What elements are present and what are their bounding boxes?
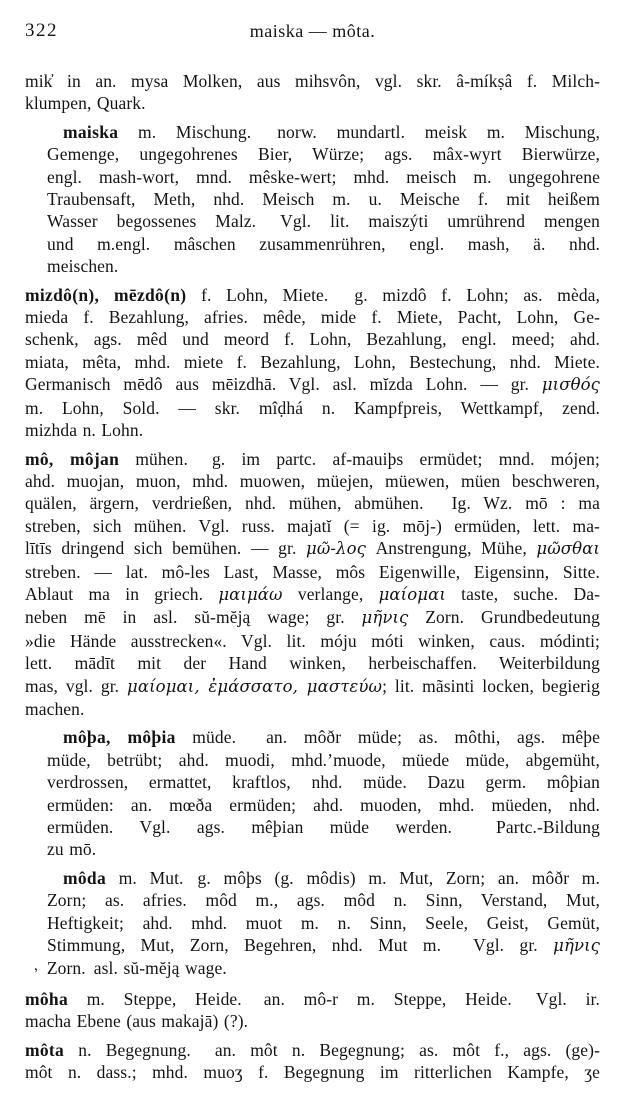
text-segment: an. môðr müde; as. môthi, ags. mêþe xyxy=(266,727,600,748)
text-segment: müde, betrübt; ahd. muodi, mhd.’muode, müede müde, abgemüht, xyxy=(47,749,600,770)
text-segment: m. Mischung. xyxy=(118,121,252,142)
text-segment: Zorn; as. afries. môd m., ags. môd n. Sinn, Verstand, Mut, xyxy=(47,890,600,911)
text-line xyxy=(47,143,600,165)
text-segment: schenk, ags. mêd und meord f. Lohn, Bezahlung, engl. meed; ahd. xyxy=(25,329,600,350)
text-segment: mühen. xyxy=(119,448,188,469)
text-segment: streben. — lat. mô-les Last, Masse, môs Eigenwille, Eigensinn, Sitte. xyxy=(25,561,600,582)
text-segment: an. môt n. Begegnung; as. môt f., ags. (ge)- xyxy=(214,1039,600,1060)
text-line xyxy=(25,397,600,419)
text-segment: m. Lohn, Sold. — skr. mîḍhá n. Kampfpreis, Wettkampf, zend. xyxy=(25,397,600,418)
text-line xyxy=(25,1039,600,1061)
typographic-gap xyxy=(328,300,354,301)
text-segment: ahd. muojan, muon, mhd. muowen, müejen, müewen, müen beschweren, xyxy=(25,470,600,491)
text-line xyxy=(47,816,600,838)
text-segment: g. môþs (g. môdis) m. Mut, Zorn; an. môðr m. xyxy=(197,867,600,888)
entry-moda xyxy=(25,867,600,982)
entry-headword: maiska xyxy=(63,121,119,142)
text-segment: engl. mash-wort, mnd. mêske-wert; mhd. meisch m. ungegohrene xyxy=(47,166,600,187)
greek-text: μῆνις xyxy=(361,608,409,628)
text-line xyxy=(25,448,600,470)
text-body xyxy=(25,70,600,1083)
text-line xyxy=(25,630,600,652)
entry-headword: môþa, môþia xyxy=(63,727,176,748)
greek-text: μαίομαι xyxy=(378,584,446,604)
text-segment: m. Steppe, Heide. xyxy=(68,988,242,1009)
text-segment: lett. mādīt mit der Hand winken, herbeischaffen. Weiterbildung xyxy=(25,653,600,674)
text-segment: klumpen, Quark. xyxy=(25,93,146,114)
typographic-gap xyxy=(236,742,266,743)
text-line xyxy=(25,492,600,514)
typographic-gap xyxy=(242,1004,264,1005)
text-line xyxy=(25,606,600,629)
typographic-gap xyxy=(184,883,198,884)
text-line xyxy=(47,726,600,748)
text-segment: Zorn. xyxy=(46,958,86,979)
entry-mota xyxy=(25,1039,600,1084)
text-segment: , xyxy=(30,958,40,975)
typographic-gap xyxy=(452,832,496,833)
text-line xyxy=(47,934,600,957)
text-segment: taste, suche. Da- xyxy=(445,583,600,604)
text-line xyxy=(25,515,600,537)
text-segment: an. mô-r m. Steppe, Heide. xyxy=(263,988,512,1009)
entry-mizdo xyxy=(25,284,600,442)
greek-text: μαίομαι, ἐμάσσατο, μαστεύω xyxy=(127,676,383,696)
text-segment: Traubensaft, Meth, nhd. Meisch m. u. Meische f. mit heißem xyxy=(47,189,600,210)
greek-text: μισθός xyxy=(541,375,600,395)
text-segment: asl. sŭ-mĕją wage. xyxy=(93,958,227,979)
text-segment: meischen. xyxy=(47,256,119,277)
text-segment: g. im partc. af-mauiþs ermüdet; mnd. mójen; xyxy=(211,448,600,469)
entry-headword: môta xyxy=(25,1039,65,1060)
text-segment: Wasser begossenes Malz. xyxy=(47,211,257,232)
text-line xyxy=(47,166,600,188)
text-segment: und m.engl. mâschen zusammenrühren, engl. mash, ä. nhd. xyxy=(47,233,600,254)
text-segment: ; lit. mãsinti locken, begierig xyxy=(382,675,600,696)
text-segment: mieda f. Bezahlung, afries. mêde, mide f. Miete, Pacht, Lohn, Ge- xyxy=(25,307,600,328)
text-segment: môt n. dass.; mhd. muoʒ f. Begegnung im ritterlichen Kampfe, ʒe xyxy=(25,1062,600,1083)
text-line xyxy=(25,537,600,560)
text-segment: Zorn. Grundbedeutung xyxy=(408,607,600,628)
entry-headword: mô, môjan xyxy=(25,448,120,469)
text-segment: Stimmung, Mut, Zorn, Begehren, nhd. Mut m. xyxy=(47,935,442,956)
entry-motha xyxy=(25,726,600,860)
text-segment: Heftigkeit; ahd. mhd. muot m. n. Sinn, Seele, Geist, Gemüt, xyxy=(47,912,600,933)
text-line xyxy=(47,121,600,143)
page-number: 322 xyxy=(25,20,58,41)
text-line xyxy=(47,233,600,255)
text-segment: m. Mut. xyxy=(106,867,184,888)
text-line xyxy=(47,749,600,771)
text-line xyxy=(25,1010,600,1032)
text-segment: Partc.-Bildung xyxy=(496,817,600,837)
text-segment: verdrossen, ermattet, kraftlos, nhd. müde. Dazu germ. môþian xyxy=(47,772,600,793)
entry-maiska xyxy=(25,121,600,278)
text-segment: zu mō. xyxy=(47,839,97,860)
text-line xyxy=(25,698,600,720)
typographic-gap xyxy=(86,973,94,974)
text-line xyxy=(47,771,600,793)
typographic-gap xyxy=(188,464,212,465)
typographic-gap xyxy=(424,508,452,509)
text-segment: n. Begegnung. xyxy=(64,1039,191,1060)
text-segment: müde. xyxy=(175,727,237,748)
text-segment: quälen, ärgern, verdrießen, nhd. mühen, abmühen. xyxy=(25,493,424,514)
text-segment: lītīs dringend sich bemühen. — gr. xyxy=(25,538,306,559)
text-line xyxy=(25,561,600,583)
text-line xyxy=(25,351,600,373)
text-line xyxy=(30,957,600,981)
text-line xyxy=(25,470,600,492)
entry-headword: môda xyxy=(63,867,107,888)
text-segment: mik̓ in an. mysa Molken, aus mihsvôn, vgl. skr. â-míkṣâ f. Milch- xyxy=(25,71,600,91)
text-segment: g. mizdô f. Lohn; as. mèda, xyxy=(354,284,601,305)
text-line xyxy=(25,284,600,306)
text-line xyxy=(25,652,600,674)
entry-headword: mizdô(n), mēzdô(n) xyxy=(25,284,187,305)
text-segment: Anstrengung, Mühe, xyxy=(366,538,537,559)
text-segment: f. Lohn, Miete. xyxy=(186,284,329,305)
text-line xyxy=(25,419,600,441)
text-segment: Ablaut ma in griech. xyxy=(25,583,219,604)
text-segment: ermüden. Vgl. ags. mêþian müde werden. xyxy=(47,817,453,837)
typographic-gap xyxy=(512,1004,536,1005)
entry-moha xyxy=(25,988,600,1033)
text-segment: streben, sich mühen. Vgl. russ. majatĭ (= ig. mōj-) ermüden, lett. ma- xyxy=(25,515,600,536)
text-line xyxy=(25,328,600,350)
typographic-gap xyxy=(441,950,473,951)
typographic-gap xyxy=(256,226,280,227)
text-line xyxy=(25,373,600,396)
text-segment: machen. xyxy=(25,698,85,719)
text-line xyxy=(25,988,600,1010)
text-segment: verlange, xyxy=(282,583,379,604)
text-segment: norw. mundartl. meisk m. Mischung, xyxy=(277,121,600,142)
text-segment: Gemenge, ungegohrenes Bier, Würze; ags. mâx-wyrt Bierwürze, xyxy=(47,144,600,165)
text-segment: neben mē in asl. sŭ-mĕją wage; gr. xyxy=(25,607,362,628)
text-line xyxy=(47,889,600,911)
greek-text: μῶ-λος xyxy=(306,539,366,559)
typographic-gap xyxy=(191,1055,215,1056)
text-line xyxy=(25,1061,600,1083)
text-segment: macha Ebene (aus makajā) (?). xyxy=(25,1011,249,1032)
text-segment: ermüden: an. mœða ermüden; ahd. muoden, mhd. müeden, nhd. xyxy=(47,794,600,815)
text-line xyxy=(25,70,600,92)
text-line xyxy=(25,583,600,606)
text-segment: Vgl. gr. xyxy=(473,935,554,956)
text-line xyxy=(47,838,600,860)
greek-text: μαιμάω xyxy=(218,584,283,604)
text-segment: »die Hände ausstrecken«. Vgl. lit. móju móti winken, caus. módinti; xyxy=(25,630,600,651)
text-segment: miata, mêta, mhd. miete f. Bezahlung, Lohn, Bestechung, nhd. Miete. xyxy=(25,351,600,372)
text-segment: mas, vgl. gr. xyxy=(25,675,128,696)
text-segment: mizhda n. Lohn. xyxy=(25,420,144,441)
text-segment: Vgl. lit. maiszýti umrührend mengen xyxy=(280,211,600,232)
entry-headword: môha xyxy=(25,988,69,1009)
text-line xyxy=(47,210,600,232)
text-segment: Vgl. ir. xyxy=(535,988,600,1009)
text-line xyxy=(47,867,600,889)
text-line xyxy=(47,912,600,934)
text-line xyxy=(25,92,600,114)
text-line xyxy=(25,675,600,698)
continuation-paragraph-mik xyxy=(25,70,600,115)
text-line xyxy=(47,188,600,210)
text-segment: Ig. Wz. mō : ma xyxy=(451,493,600,514)
running-head: maiska — môta. xyxy=(249,21,376,41)
text-segment: Germanisch mēdô aus mēizdhā. Vgl. asl. mĭzda Lohn. — gr. xyxy=(25,374,542,395)
entry-mo-mojan xyxy=(25,448,600,721)
typographic-gap xyxy=(251,137,277,138)
text-line xyxy=(47,794,600,816)
greek-text: μῶσθαι xyxy=(536,539,600,559)
greek-text: μῆνις xyxy=(553,936,600,956)
text-line xyxy=(47,255,600,277)
text-line xyxy=(25,306,600,328)
